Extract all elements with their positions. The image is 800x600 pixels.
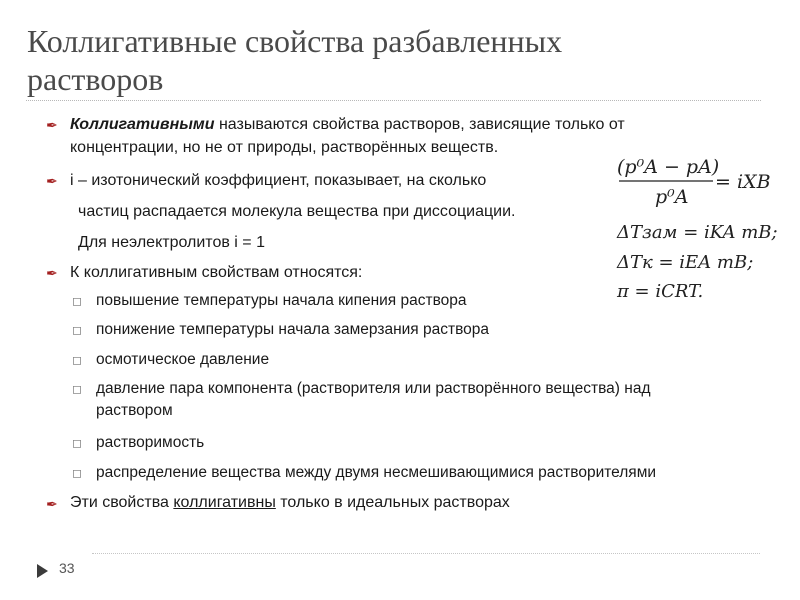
sub-bullet-icon: ◻ xyxy=(72,294,82,308)
formula-raoult-denominator: p⁰A xyxy=(655,186,689,208)
formula-block xyxy=(615,140,790,315)
isotonic-coefficient-line-1: i – изотонический коэффициент, показывает, на сколько xyxy=(70,172,487,189)
definition-term: Коллигативными xyxy=(70,116,215,133)
formula-raoult-rhs: = iXB xyxy=(715,171,771,193)
isotonic-coefficient-line-3: Для неэлектролитов i = 1 xyxy=(78,234,265,251)
properties-heading: К коллигативным свойствам относятся: xyxy=(70,264,363,281)
note-term-underlined: коллигативны xyxy=(173,494,276,511)
slide-title xyxy=(27,22,727,98)
slide-title-line-1: Коллигативные свойства разбавленных xyxy=(27,23,563,59)
sub-bullet-icon: ◻ xyxy=(72,382,82,396)
title-divider xyxy=(26,100,761,101)
property-item: понижение температуры начала замерзания раствора xyxy=(96,321,490,338)
property-item-continued: раствором xyxy=(96,402,173,419)
bullet-definition xyxy=(70,114,730,136)
property-item: осмотическое давление xyxy=(96,351,270,368)
play-arrow-icon xyxy=(37,564,48,578)
note-text-pre: Эти свойства xyxy=(70,494,174,511)
slide-title-line-2: растворов xyxy=(27,61,164,97)
formula-raoult-numerator: (p⁰A − pA) xyxy=(617,156,720,178)
note-text-post: только в идеальных растворах xyxy=(275,494,510,511)
ideal-solutions-note xyxy=(70,492,510,514)
page-number: 33 xyxy=(59,560,75,576)
definition-text-line-2: концентрации, но не от природы, растворённых веществ. xyxy=(70,139,499,156)
bullet-icon: ✒ xyxy=(46,173,58,189)
formula-boiling: ΔTк = iEA mB; xyxy=(617,252,754,273)
footer-divider xyxy=(92,553,760,554)
formula-freezing: ΔTзам = iKA mB; xyxy=(617,222,778,243)
sub-bullet-icon: ◻ xyxy=(72,466,82,480)
property-item: давление пара компонента (растворителя или растворённого вещества) над xyxy=(96,380,651,397)
sub-bullet-icon: ◻ xyxy=(72,323,82,337)
property-item: повышение температуры начала кипения раствора xyxy=(96,292,467,309)
bullet-icon: ✒ xyxy=(46,117,58,133)
sub-bullet-icon: ◻ xyxy=(72,436,82,450)
property-item: распределение вещества между двумя несмешивающимися растворителями xyxy=(96,464,657,481)
isotonic-coefficient-line-2: частиц распадается молекула вещества при диссоциации. xyxy=(78,203,516,220)
bullet-icon: ✒ xyxy=(46,265,58,281)
property-item: растворимость xyxy=(96,434,205,451)
bullet-icon: ✒ xyxy=(46,496,58,512)
definition-text: называются свойства растворов, зависящие только от xyxy=(214,116,625,133)
sub-bullet-icon: ◻ xyxy=(72,353,82,367)
formula-osmotic: π = iCRT. xyxy=(617,281,704,302)
